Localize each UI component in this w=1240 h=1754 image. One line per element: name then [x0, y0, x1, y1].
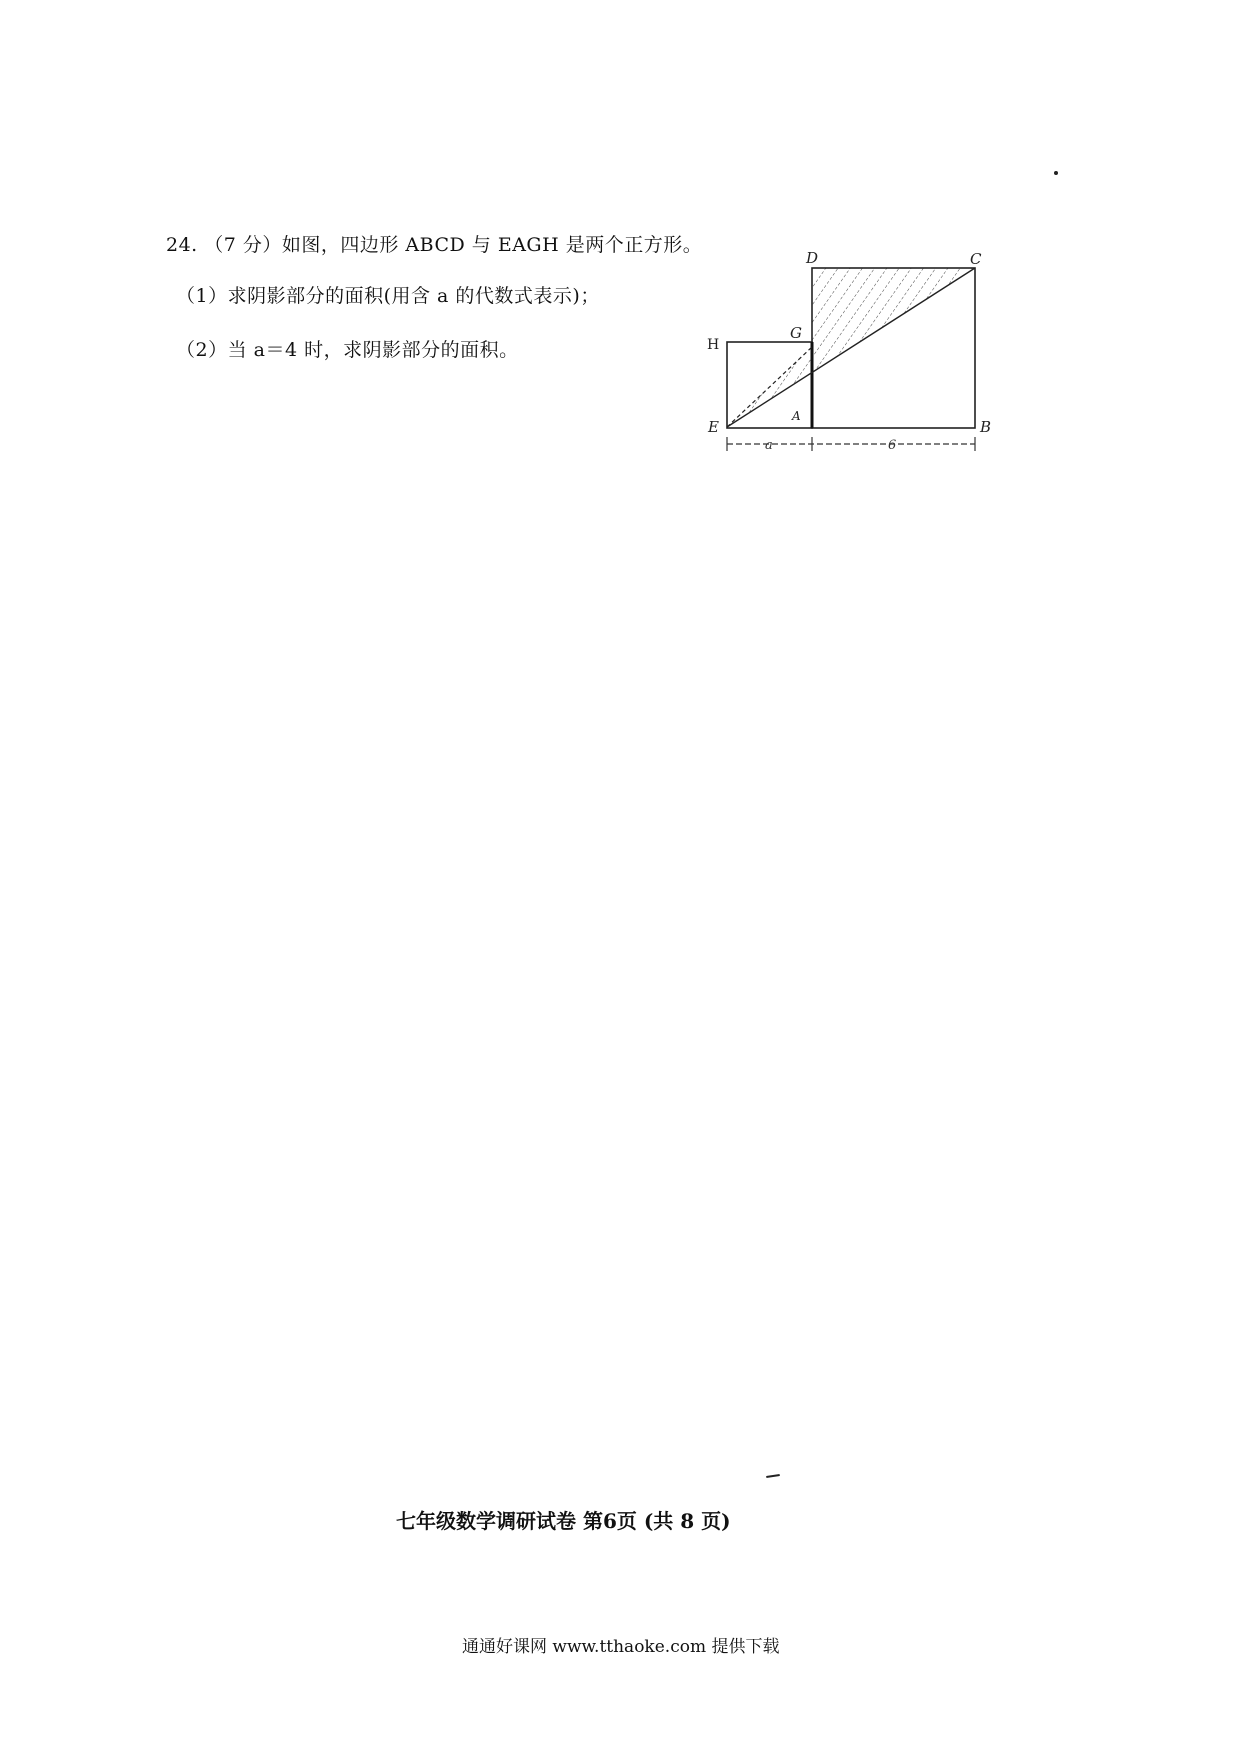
label-b: B — [980, 418, 992, 436]
label-c: C — [970, 250, 982, 268]
scan-mark — [766, 1474, 780, 1478]
label-h: H — [707, 337, 720, 353]
label-e: E — [708, 418, 719, 436]
label-length-6: 6 — [888, 438, 897, 453]
label-a: A — [792, 409, 801, 423]
question-24-part-2: （2）当 a＝4 时，求阴影部分的面积。 — [176, 339, 519, 361]
question-24-part-1: （1）求阴影部分的面积(用含 a 的代数式表示)； — [176, 285, 600, 307]
page-footer: 七年级数学调研试卷 第6页 (共 8 页) — [396, 1509, 731, 1533]
label-g: G — [790, 324, 802, 342]
label-length-a: a — [765, 438, 773, 453]
question-24-stem — [166, 230, 702, 257]
source-credit: 通通好课网 www.tthaoke.com 提供下载 — [462, 1637, 780, 1657]
question-number: 24. — [166, 234, 198, 256]
label-d: D — [806, 249, 819, 267]
scan-speck — [1054, 171, 1058, 175]
geometry-figure — [700, 244, 1020, 456]
question-stem: （7 分）如图，四边形 ABCD 与 EAGH 是两个正方形。 — [204, 234, 703, 256]
